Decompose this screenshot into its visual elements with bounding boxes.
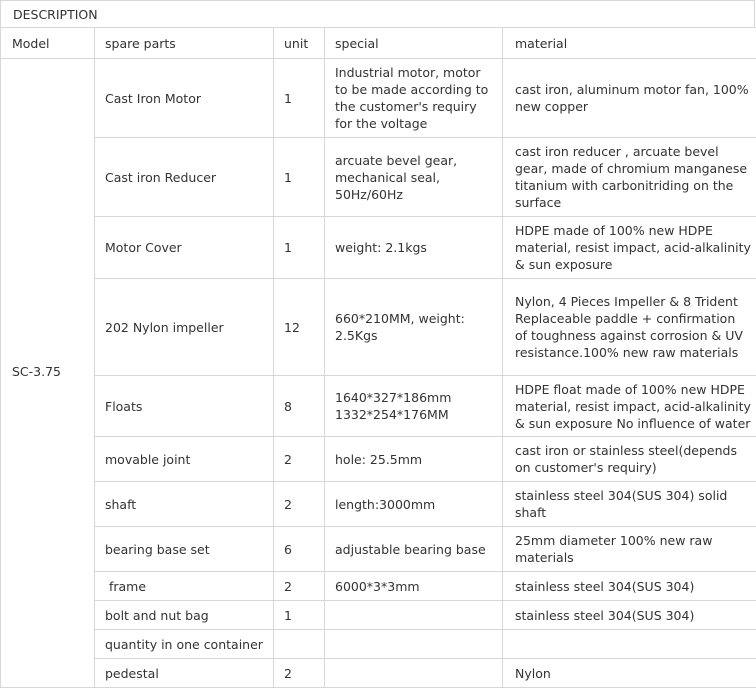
unit-cell: 12 [274, 279, 325, 376]
material-cell: Nylon [503, 659, 756, 688]
table-row [1, 376, 756, 437]
unit-cell: 2 [274, 482, 325, 527]
special-cell: 1640*327*186mm 1332*254*176MM [325, 376, 503, 437]
material-cell: 25mm diameter 100% new raw materials [503, 527, 756, 572]
unit-cell: 1 [274, 138, 325, 217]
table-title: DESCRIPTION [0, 0, 755, 27]
table-row [1, 527, 756, 572]
material-cell: cast iron, aluminum motor fan, 100% new copper [503, 59, 756, 138]
material-cell: HDPE made of 100% new HDPE material, resist impact, acid-alkalinity & sun exposure [503, 217, 756, 279]
table-row [1, 138, 756, 217]
unit-cell: 2 [274, 437, 325, 482]
unit-cell [274, 630, 325, 659]
special-cell: length:3000mm [325, 482, 503, 527]
unit-cell: 6 [274, 527, 325, 572]
unit-cell: 1 [274, 601, 325, 630]
table-row [1, 59, 756, 138]
special-cell [325, 630, 503, 659]
column-header-material: material [503, 28, 756, 59]
table-row [1, 659, 756, 688]
spare-part-cell: Cast Iron Motor [95, 59, 274, 138]
spare-part-cell: movable joint [95, 437, 274, 482]
special-cell [325, 601, 503, 630]
spare-parts-table [0, 27, 756, 688]
special-cell: adjustable bearing base [325, 527, 503, 572]
unit-cell: 1 [274, 59, 325, 138]
special-cell: hole: 25.5mm [325, 437, 503, 482]
spare-part-cell: quantity in one container [95, 630, 274, 659]
table-row [1, 482, 756, 527]
table-row [1, 279, 756, 376]
table-row [1, 630, 756, 659]
table-header-row [1, 28, 756, 59]
material-cell: stainless steel 304(SUS 304) solid shaft [503, 482, 756, 527]
column-header-spare-parts: spare parts [95, 28, 274, 59]
material-cell [503, 630, 756, 659]
special-cell: Industrial motor, motor to be made according to the customer's requiry for the voltage [325, 59, 503, 138]
spare-part-cell: Cast iron Reducer [95, 138, 274, 217]
spare-part-cell: frame [95, 572, 274, 601]
model-cell: SC-3.75 [1, 59, 95, 688]
special-cell: 660*210MM, weight: 2.5Kgs [325, 279, 503, 376]
spare-part-cell: pedestal [95, 659, 274, 688]
material-cell: HDPE float made of 100% new HDPE material, resist impact, acid-alkalinity & sun exposure No influence of water [503, 376, 756, 437]
unit-cell: 1 [274, 217, 325, 279]
spare-part-cell: Motor Cover [95, 217, 274, 279]
unit-cell: 2 [274, 572, 325, 601]
special-cell [325, 659, 503, 688]
unit-cell: 8 [274, 376, 325, 437]
column-header-model: Model [1, 28, 95, 59]
material-cell: cast iron reducer , arcuate bevel gear, made of chromium manganese titanium with carbonitriding on the surface [503, 138, 756, 217]
unit-cell: 2 [274, 659, 325, 688]
material-cell: cast iron or stainless steel(depends on customer's requiry) [503, 437, 756, 482]
spare-part-cell: 202 Nylon impeller [95, 279, 274, 376]
table-row [1, 601, 756, 630]
special-cell: 6000*3*3mm [325, 572, 503, 601]
table-row [1, 217, 756, 279]
spare-part-cell: shaft [95, 482, 274, 527]
spare-part-cell: Floats [95, 376, 274, 437]
column-header-special: special [325, 28, 503, 59]
table-row [1, 572, 756, 601]
special-cell: arcuate bevel gear, mechanical seal, 50Hz/60Hz [325, 138, 503, 217]
material-cell: Nylon, 4 Pieces Impeller & 8 Trident Replaceable paddle + confirmation of toughness against corrosion & UV resistance.100% new raw materials [503, 279, 756, 376]
column-header-unit: unit [274, 28, 325, 59]
special-cell: weight: 2.1kgs [325, 217, 503, 279]
spare-part-cell: bearing base set [95, 527, 274, 572]
material-cell: stainless steel 304(SUS 304) [503, 572, 756, 601]
table-row [1, 437, 756, 482]
material-cell: stainless steel 304(SUS 304) [503, 601, 756, 630]
spare-part-cell: bolt and nut bag [95, 601, 274, 630]
